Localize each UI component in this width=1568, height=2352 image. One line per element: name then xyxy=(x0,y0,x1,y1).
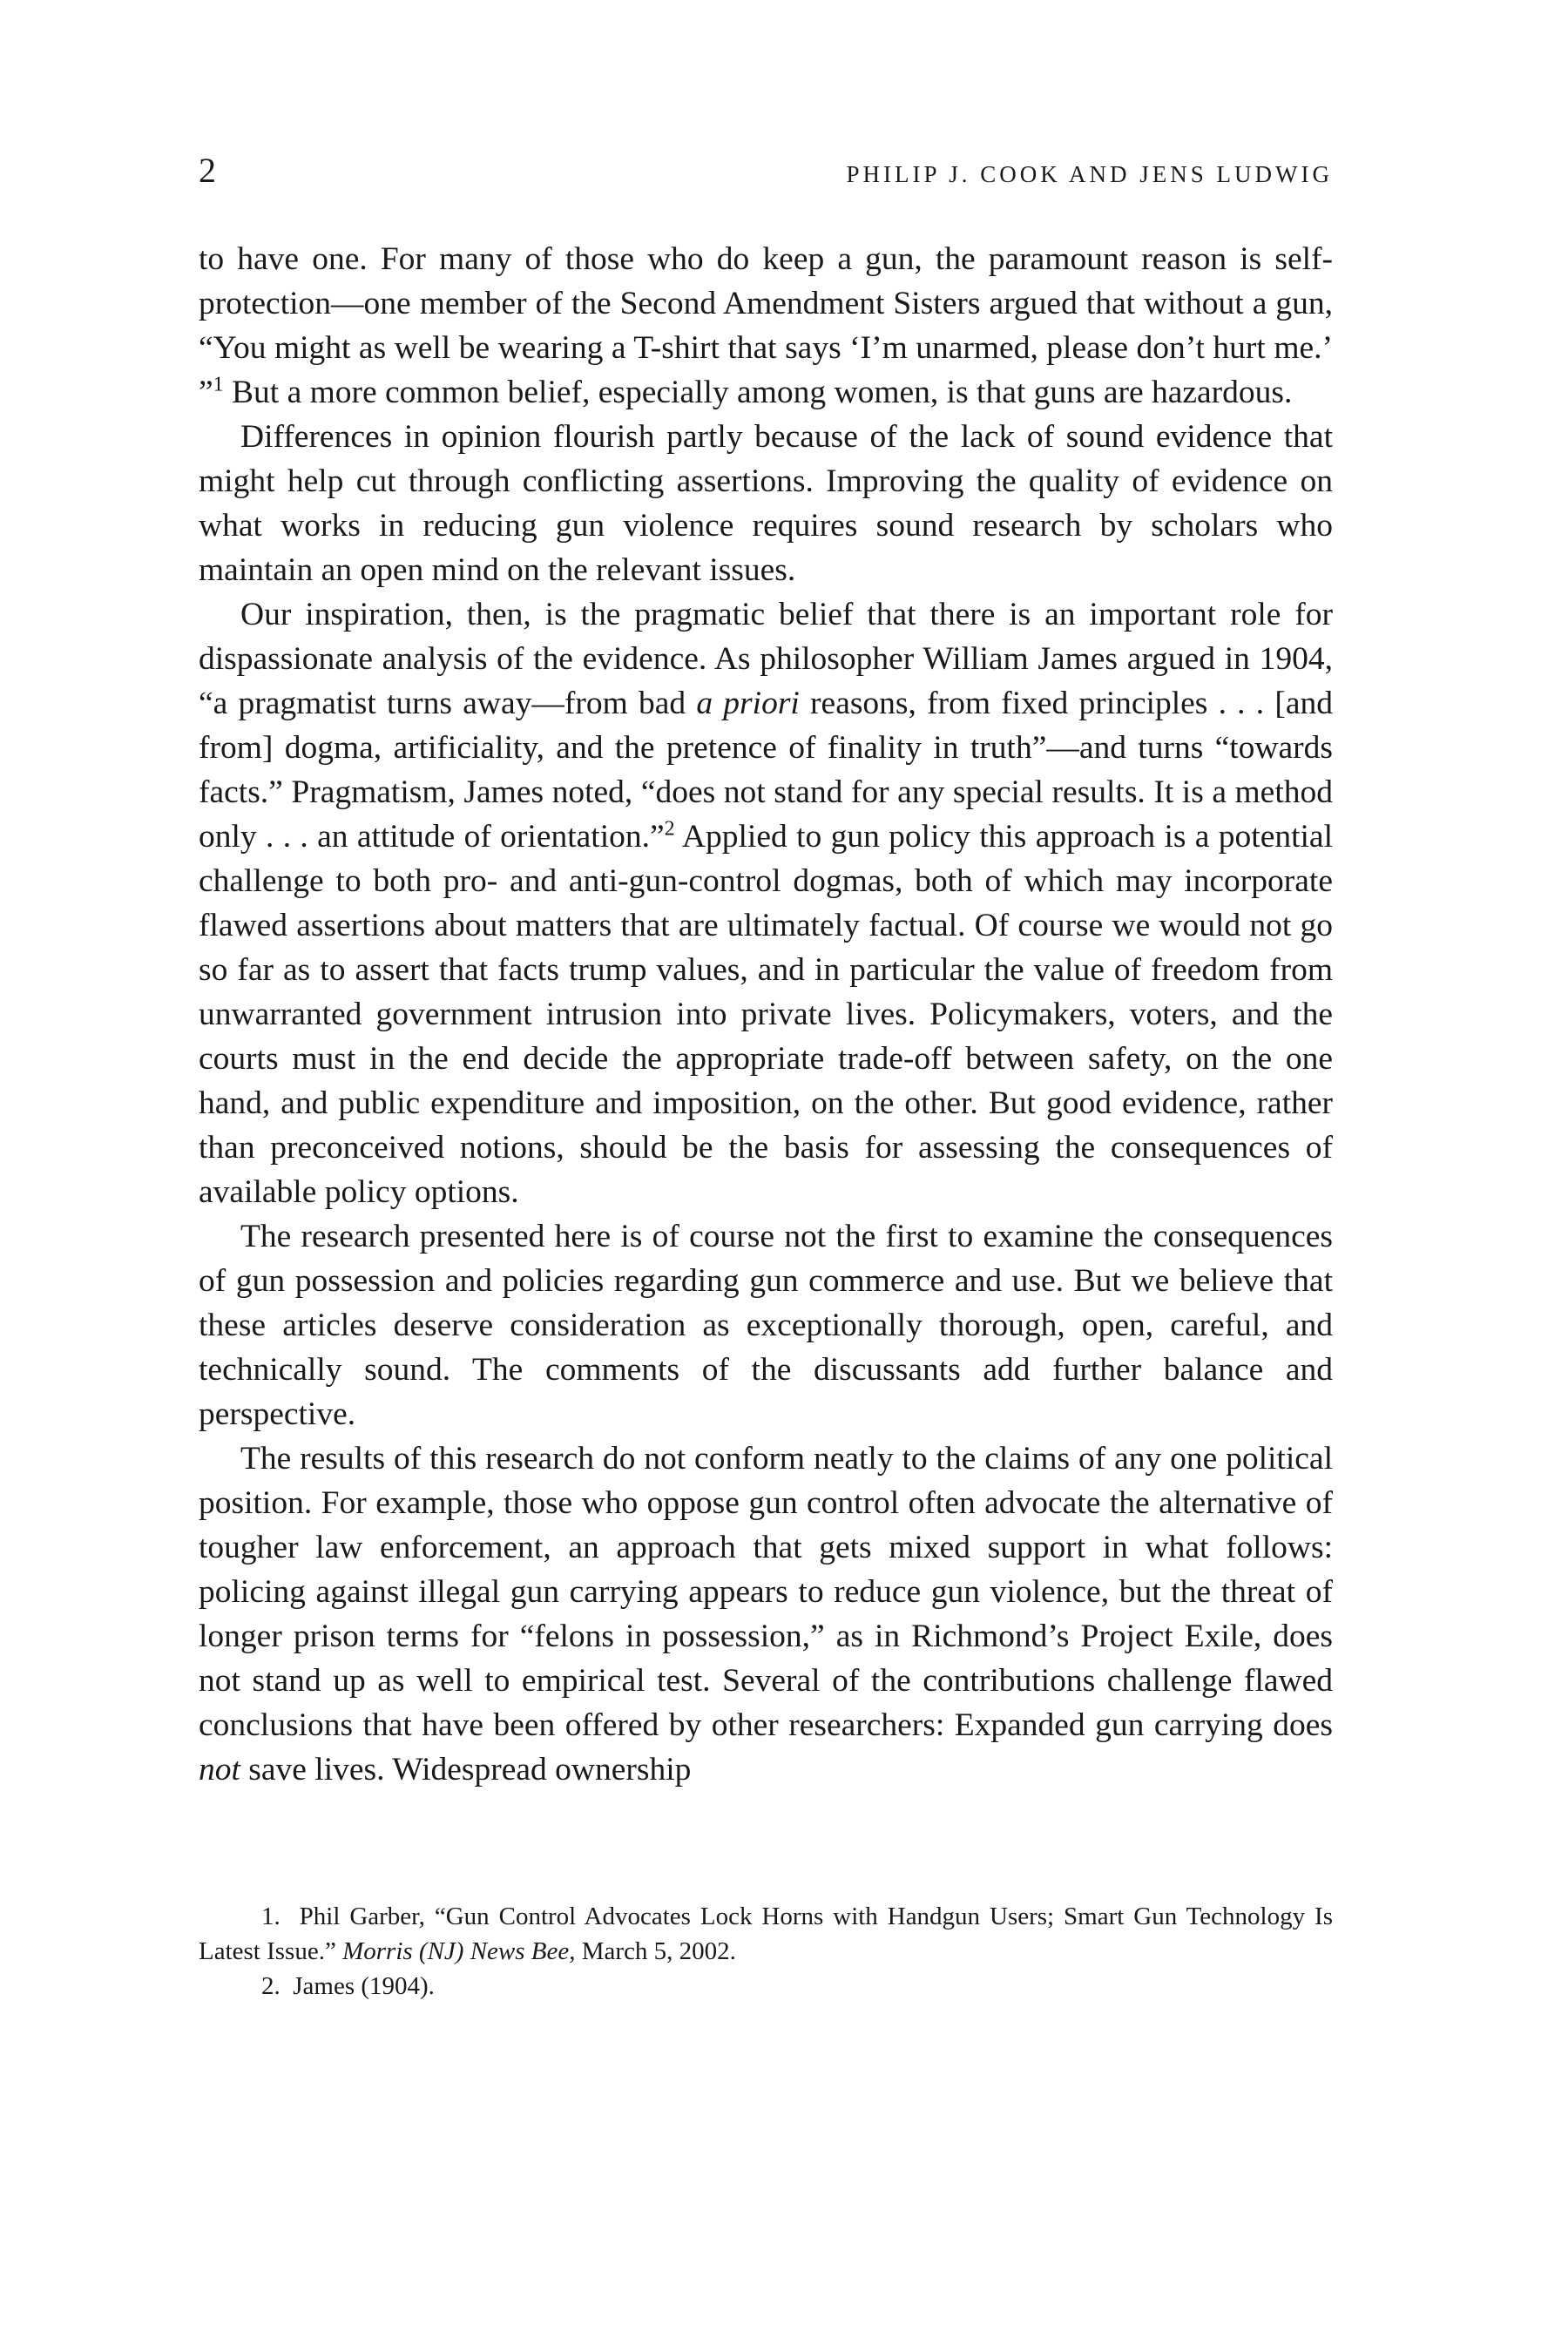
paragraph-3-text-cont: reasons, from fixed principles . . . [and from] dogma, artificiality, and the pretence of finality in truth”—and turns “towards facts.” Pragmatism, James noted, “does not stand for any special results. It is a method only . . . an attitude of orientation.” xyxy=(199,686,1334,855)
footnote-1-date: March 5, 2002. xyxy=(575,1937,736,1965)
paragraph-5 xyxy=(199,1436,1333,1792)
paragraph-2: Differences in opinion flourish partly because of the lack of sound evidence that might help cut through conflicting assertions. Improving the quality of evidence on what works in reducing gun violence requires sound research by scholars who maintain an open mind on the relevant issues. xyxy=(199,419,1333,588)
footnotes xyxy=(199,1899,1333,2004)
paragraph-5-text-cont: save lives. Widespread ownership xyxy=(240,1752,692,1788)
paragraph-3-text-end: Applied to gun policy this approach is a potential challenge to both pro- and anti-gun-control dogmas, both of which may incorporate flawed assertions about matters that are ultimately factual. Of course we would not go so far as to assert that facts trump values, and in particular the value of freedom from unwarranted government intrusion into private lives. Policymakers, voters, and the courts must in the end decide the appropriate trade-off between safety, on the one hand, and public expenditure and imposition, on the other. But good evidence, rather than preconceived notions, should be the basis for assessing the consequences of available policy options. xyxy=(199,819,1333,1210)
paragraph-5-text: The results of this research do not conform neatly to the claims of any one political position. For example, those who oppose gun control often advocate the alternative of tougher law enforcement, an approach that gets mixed support in what follows: policing against illegal gun carrying appears to reduce gun violence, but the threat of longer prison terms for “felons in possession,” as in Richmond’s Project Exile, does not stand up as well to empirical test. Several of the contributions challenge flawed conclusions that have been offered by other researchers: Expanded gun carrying does xyxy=(199,1441,1333,1743)
running-title: PHILIP J. COOK AND JENS LUDWIG xyxy=(846,161,1333,187)
paragraph-3-text: Our inspiration, then, is the pragmatic belief that there is an important role for dispassionate analysis of the evidence. As philosopher William James argued in 1904, “a pragmatist turns away—from bad xyxy=(199,597,1333,721)
paragraph-4: The research presented here is of course not the first to examine the consequences of gun possession and policies regarding gun commerce and use. But we believe that these articles deserve consideration as exceptionally thorough, open, careful, and technically sound. The comments of the discussants add further balance and perspective. xyxy=(199,1219,1333,1432)
paragraph-1 xyxy=(199,237,1333,415)
footnote-2: 2. James (1904). xyxy=(261,1972,435,2000)
body-text xyxy=(199,237,1333,1792)
page-number: 2 xyxy=(199,151,216,190)
running-header xyxy=(199,150,1333,191)
italic-not: not xyxy=(199,1752,240,1788)
footnote-1 xyxy=(199,1899,1333,1969)
italic-a-priori: a priori xyxy=(696,686,800,721)
paragraph-1-text-cont: But a more common belief, especially among women, is that guns are hazardous. xyxy=(223,375,1293,410)
paragraph-1-text: to have one. For many of those who do keep a gun, the paramount reason is self-protection—one member of the Second Amendment Sisters argued that without a gun, “You might as well be wearing a T-shirt that says ‘I’m unarmed, please don’t hurt me.’ ” xyxy=(199,241,1333,410)
footnote-ref-2: 2 xyxy=(664,817,675,841)
paragraph-3 xyxy=(199,592,1333,1214)
footnote-1-text: 1. Phil Garber, “Gun Control Advocates Lock Horns with Handgun Users; Smart Gun Technology Is Latest Issue.” xyxy=(199,1903,1333,1965)
footnote-1-publication: Morris (NJ) News Bee, xyxy=(342,1937,576,1965)
footnote-ref-1: 1 xyxy=(213,373,224,396)
